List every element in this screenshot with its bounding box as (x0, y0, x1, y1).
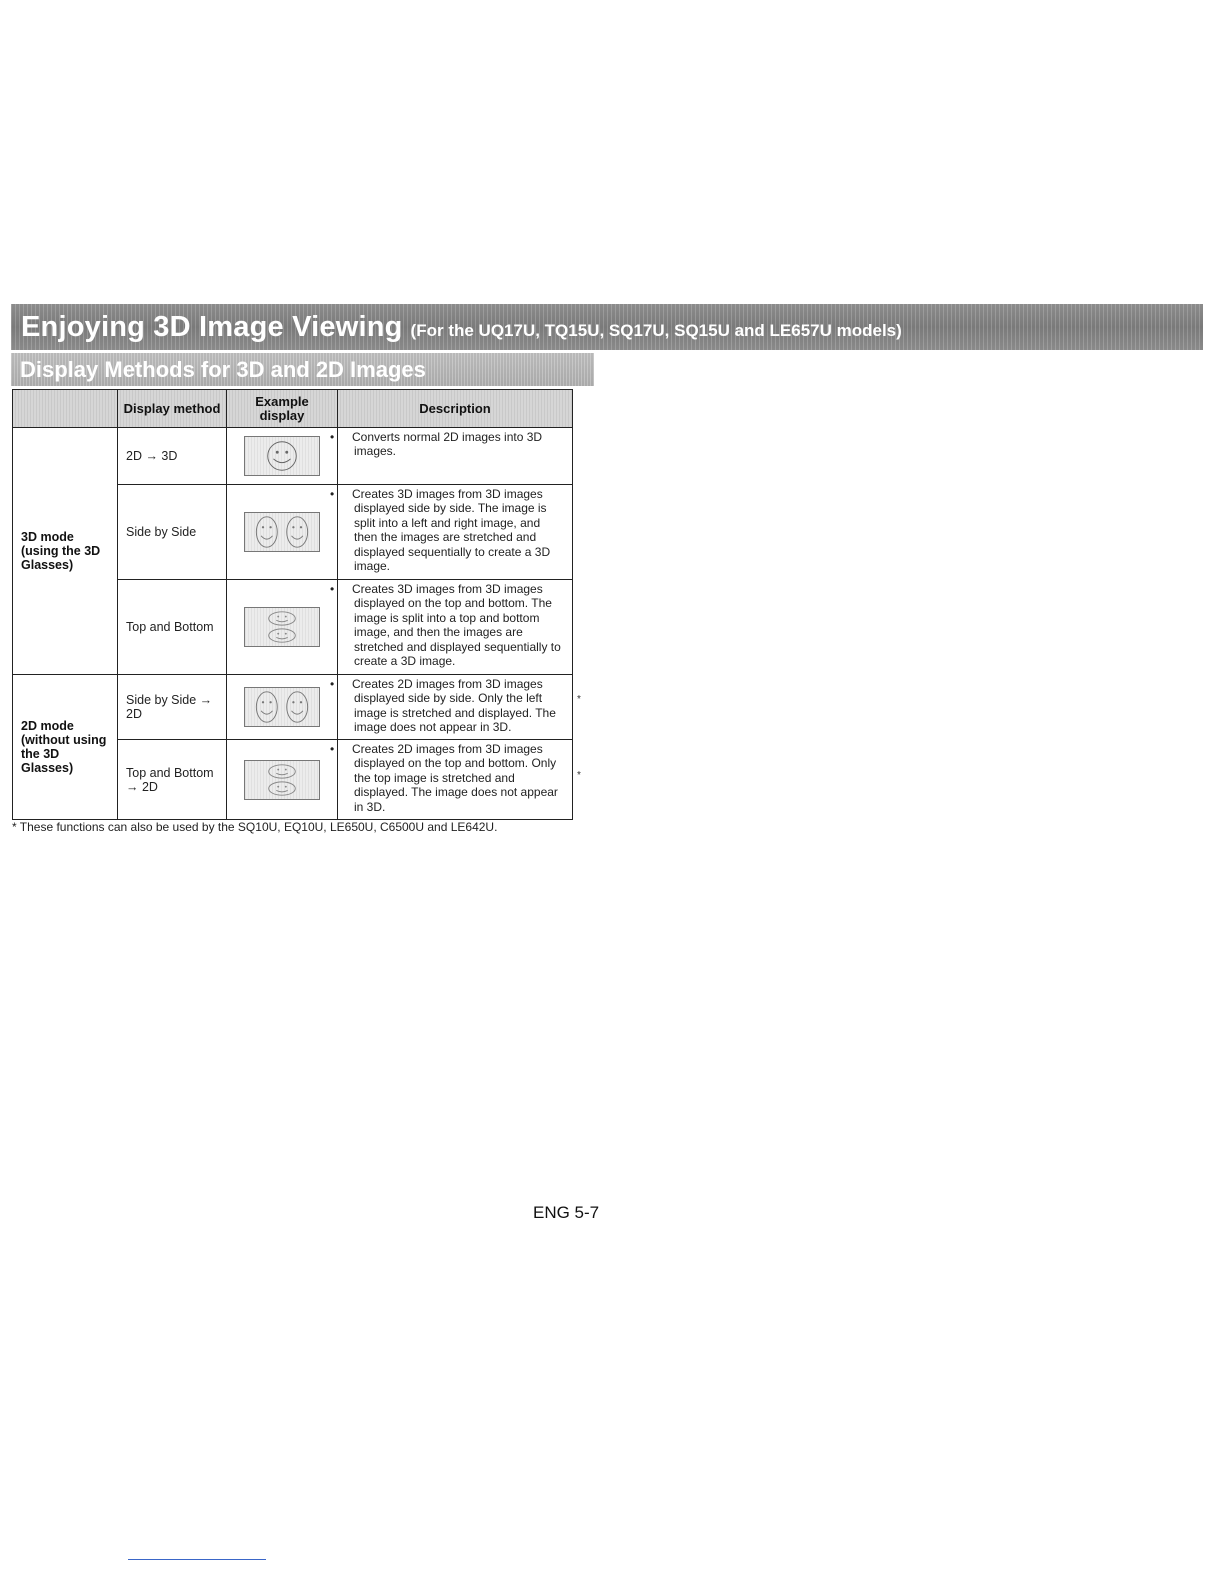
method-cell (118, 675, 227, 740)
mode-label: 3D mode (using the 3D Glasses) (21, 530, 101, 572)
side-by-side-faces-icon (244, 512, 320, 552)
description-text: Creates 3D images from 3D images displayed on the top and bottom. The image is split into a top and bottom image, and then the images are stretched and displayed sequentially to create a 3D image. (352, 582, 561, 669)
mode-cell-3d (13, 428, 118, 675)
page-title-bar (11, 304, 1203, 350)
table-header-example (227, 390, 338, 428)
method-cell: Side by Side (118, 485, 227, 580)
top-bottom-faces-icon (244, 607, 320, 647)
method-label: Top and Bottom → 2D (126, 765, 214, 794)
top-bottom-faces-icon (244, 760, 320, 800)
display-methods-table (12, 389, 573, 820)
description-cell: • Creates 3D images from 3D images displayed on the top and bottom. The image is split into a top and bottom image, and then the images are stretched and displayed sequentially to create a 3D image. (338, 580, 573, 675)
footnote-marker: * (577, 694, 581, 705)
description-cell: • Creates 2D images from 3D images displayed on the top and bottom. Only the top image is stretched and displayed. The image does not appear in 3D. (338, 740, 573, 820)
side-by-side-faces-icon (244, 687, 320, 727)
table-header-method: Display method (118, 390, 227, 428)
page-title-models: (For the UQ17U, TQ15U, SQ17U, SQ15U and LE657U models) (410, 321, 902, 340)
table-header-row (13, 390, 573, 428)
example-cell (227, 485, 338, 580)
description-cell: • Creates 2D images from 3D images displayed side by side. Only the left image is stretched and displayed. The image does not appear in 3D. (338, 675, 573, 740)
table-row (13, 428, 573, 485)
example-cell (227, 675, 338, 740)
table-header-description: Description (338, 390, 573, 428)
single-face-icon (244, 436, 320, 476)
method-label: Side by Side → 2D (126, 693, 213, 721)
example-cell (227, 580, 338, 675)
section-title: Display Methods for 3D and 2D Images (20, 357, 426, 382)
example-cell (227, 428, 338, 485)
footnote-marker: * (577, 770, 581, 781)
divider (128, 1559, 266, 1560)
table-row (13, 675, 573, 740)
table-header-mode (13, 390, 118, 428)
page-number: ENG 5-7 (533, 1203, 600, 1222)
method-cell (118, 740, 227, 820)
description-text: Creates 3D images from 3D images displayed side by side. The image is split into a left and right image, and then the images are stretched and displayed sequentially to create a 3D image. (352, 487, 551, 574)
section-header (11, 353, 594, 386)
description-cell: • Converts normal 2D images into 3D images. (338, 428, 573, 485)
example-cell (227, 740, 338, 820)
description-text: Converts normal 2D images into 3D images. (352, 430, 543, 459)
description-text: Creates 2D images from 3D images displayed side by side. Only the left image is stretched and displayed. The image does not appear in 3D. (352, 677, 556, 735)
description-cell: • Creates 3D images from 3D images displayed side by side. The image is split into a left and right image, and then the images are stretched and displayed sequentially to create a 3D image. (338, 485, 573, 580)
mode-cell-2d (13, 675, 118, 820)
method-cell: Top and Bottom (118, 580, 227, 675)
description-text: Creates 2D images from 3D images displayed on the top and bottom. Only the top image is stretched and displayed. The image does not appear in 3D. (352, 742, 558, 814)
page-title: Enjoying 3D Image Viewing (21, 311, 403, 343)
table-header-example-label: Example display (255, 393, 309, 423)
mode-label: 2D mode (without using the 3D Glasses) (21, 719, 107, 775)
footnote: * These functions can also be used by the SQ10U, EQ10U, LE650U, C6500U and LE642U. (12, 820, 498, 834)
method-cell: 2D → 3D (118, 428, 227, 485)
